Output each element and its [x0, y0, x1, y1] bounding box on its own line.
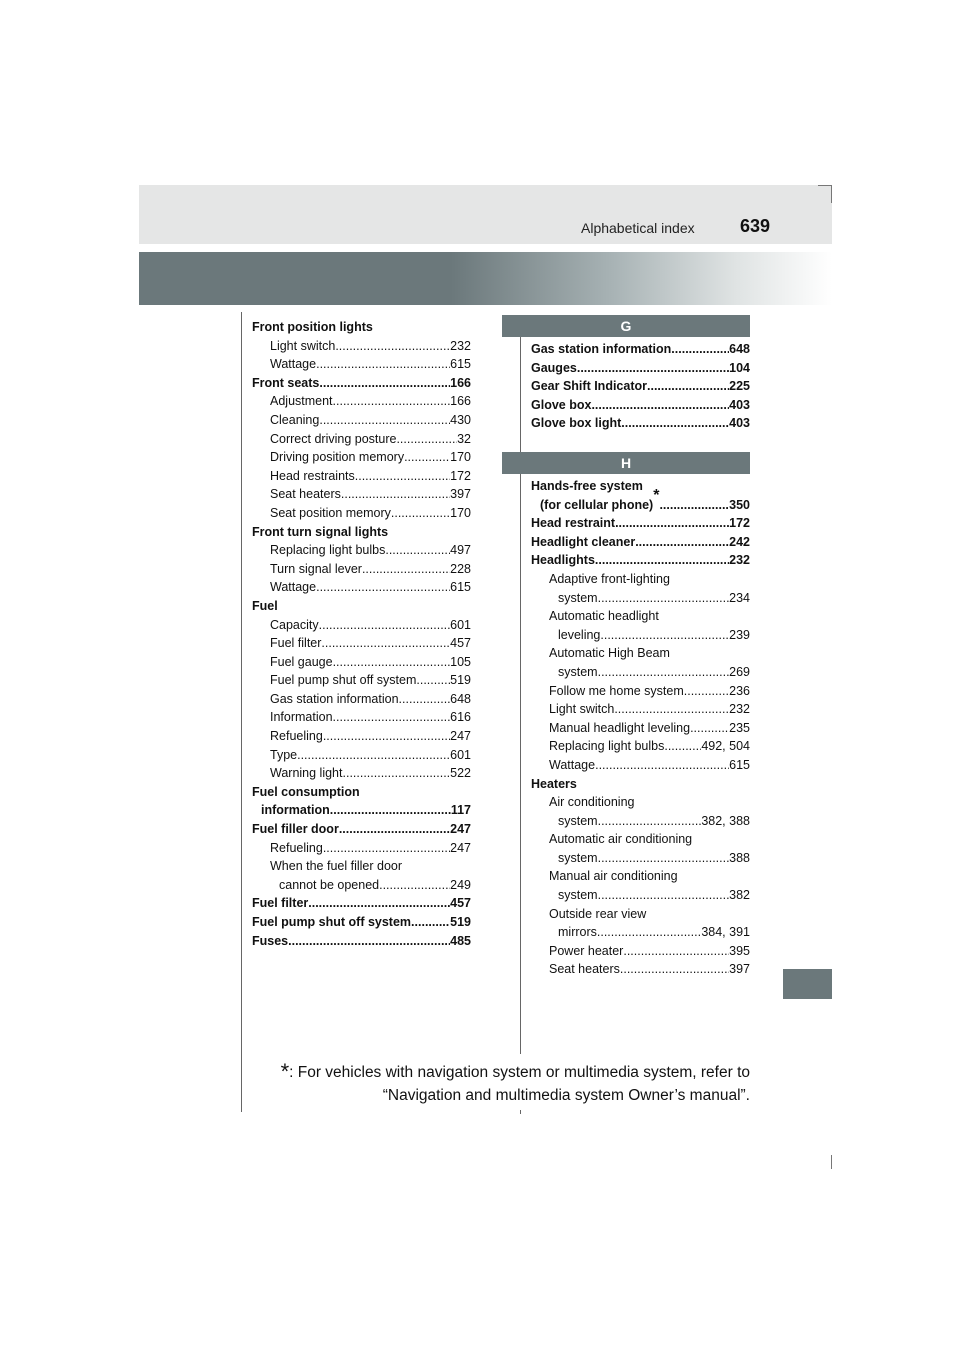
- page-ref: 457: [450, 896, 471, 911]
- index-term: Information: [270, 710, 333, 725]
- index-term: system: [558, 888, 598, 903]
- dot-leader: [399, 690, 451, 709]
- index-entry: [252, 411, 471, 430]
- page-ref: 522: [450, 766, 471, 781]
- crop-mark-corner: [831, 185, 832, 203]
- page-ref: 492, 504: [701, 739, 750, 754]
- index-term: Wattage: [270, 580, 317, 595]
- dot-leader: [671, 340, 729, 359]
- index-entry: [531, 775, 750, 794]
- page-ref: 397: [729, 962, 750, 977]
- index-entry: [252, 746, 471, 765]
- index-entry: [252, 671, 471, 690]
- index-term: Fuel pump shut off system: [252, 915, 412, 929]
- index-entry: [531, 960, 750, 979]
- index-entry: [252, 485, 471, 504]
- index-entry: [252, 839, 471, 858]
- dot-leader: [319, 411, 450, 430]
- dot-leader: [598, 886, 730, 905]
- dot-leader: [684, 682, 729, 701]
- index-term: Driving position memory: [270, 450, 405, 465]
- index-section-g: [531, 340, 750, 433]
- index-entry: [252, 894, 471, 913]
- index-entry: [531, 830, 750, 849]
- page-ref: 249: [450, 877, 471, 892]
- index-term: Seat heaters: [549, 962, 620, 977]
- page-ref: 457: [450, 636, 471, 651]
- index-term: Cleaning: [270, 412, 320, 427]
- index-term: system: [558, 590, 598, 605]
- index-entry: [252, 820, 471, 839]
- page-ref: 234: [729, 590, 750, 605]
- index-entry: [531, 607, 750, 626]
- index-term: Replacing light bulbs: [549, 739, 665, 754]
- index-entry: [531, 644, 750, 663]
- index-entry: [531, 886, 750, 905]
- index-entry: [252, 634, 471, 653]
- index-term: (for cellular phone): [540, 497, 654, 512]
- page-ref: 170: [450, 450, 471, 465]
- index-entry: [252, 318, 471, 337]
- crop-mark-bottom: [831, 1155, 832, 1169]
- page-ref: 247: [450, 729, 471, 744]
- page-ref: 519: [450, 915, 471, 929]
- index-term: Correct driving posture: [270, 431, 397, 446]
- index-term: Adjustment: [270, 394, 333, 409]
- index-entry: [252, 727, 471, 746]
- page-ref: 239: [729, 627, 750, 642]
- index-term: Fuel filler door: [252, 822, 339, 837]
- page-ref: 615: [450, 580, 471, 595]
- index-entry: [531, 477, 750, 496]
- index-entry: [252, 857, 471, 876]
- index-term: system: [558, 850, 598, 865]
- dot-leader: [333, 653, 451, 672]
- index-term: cannot be opened: [279, 877, 380, 892]
- page-ref: 269: [729, 664, 750, 679]
- dot-leader: [623, 942, 729, 961]
- index-entry: [252, 876, 471, 895]
- index-entry: [252, 560, 471, 579]
- page-section-title: Alphabetical index: [581, 220, 695, 236]
- index-section-h: [531, 477, 750, 979]
- dot-leader: [598, 589, 730, 608]
- page-ref: 403: [729, 416, 750, 431]
- page-ref: 601: [450, 617, 471, 632]
- dot-leader: [316, 578, 450, 597]
- index-entry: [252, 616, 471, 635]
- index-term: Headlights: [531, 553, 595, 568]
- index-entry: [531, 812, 750, 831]
- index-entry: [252, 578, 471, 597]
- index-entry: [531, 719, 750, 738]
- dot-leader: [385, 541, 450, 560]
- footnote-line-2: “Navigation and multimedia system Owner’s manual”.: [382, 1087, 750, 1104]
- index-entry: [252, 932, 471, 951]
- page-ref: 648: [450, 691, 471, 706]
- page-ref: 350: [729, 497, 750, 512]
- dot-leader: [323, 839, 450, 858]
- index-term: Fuel consumption: [252, 784, 360, 799]
- page-ref: 104: [729, 360, 750, 375]
- dot-leader: [416, 671, 450, 690]
- dot-leader: [391, 504, 450, 523]
- dot-leader: [343, 764, 451, 783]
- index-entry: [252, 355, 471, 374]
- index-entry: [252, 523, 471, 542]
- index-term: Wattage: [549, 757, 596, 772]
- dot-leader: [598, 849, 730, 868]
- page-ref: 616: [450, 710, 471, 725]
- index-entry: [531, 942, 750, 961]
- dot-leader: [621, 414, 729, 433]
- index-term: Power heater: [549, 943, 624, 958]
- page-ref: 242: [729, 534, 750, 549]
- index-term: Front turn signal lights: [252, 524, 389, 539]
- index-entry: [252, 653, 471, 672]
- index-term: system: [558, 813, 598, 828]
- page-ref: 32: [457, 431, 471, 446]
- index-term: Gas station information: [270, 691, 399, 706]
- page-ref: 247: [450, 822, 471, 837]
- dot-leader: [595, 756, 729, 775]
- index-term: Manual headlight leveling: [549, 720, 691, 735]
- page-ref: 232: [729, 702, 750, 717]
- page-ref: 485: [450, 933, 471, 948]
- index-entry: [252, 467, 471, 486]
- page-ref: 166: [450, 394, 471, 409]
- page-ref: 172: [729, 516, 750, 531]
- page-ref: 388: [729, 850, 750, 865]
- index-entry: [531, 359, 750, 378]
- index-term: Fuel: [252, 598, 278, 613]
- dot-leader: [355, 467, 450, 486]
- page-ref: 170: [450, 505, 471, 520]
- index-entry: [531, 737, 750, 756]
- footnote-line-1: : For vehicles with navigation system or multimedia system, refer to: [289, 1064, 750, 1081]
- page-ref: 615: [450, 357, 471, 372]
- index-entry: [252, 801, 471, 820]
- index-entry: [252, 504, 471, 523]
- index-term: Glove box light: [531, 416, 622, 431]
- index-term: Fuel gauge: [270, 654, 333, 669]
- dot-leader: [635, 533, 729, 552]
- dot-leader: [297, 746, 450, 765]
- index-entry: [531, 682, 750, 701]
- index-term: Headlight cleaner: [531, 534, 636, 549]
- dot-leader: [614, 700, 729, 719]
- page-ref: 397: [450, 487, 471, 502]
- index-entry: [531, 551, 750, 570]
- index-term: system: [558, 664, 598, 679]
- index-term: Gear Shift Indicator: [531, 379, 647, 394]
- section-header-g: G: [502, 315, 750, 337]
- column-divider-tick: [520, 1110, 521, 1114]
- page-ref: 648: [729, 342, 750, 356]
- dot-leader: [288, 932, 450, 951]
- index-term: Fuses: [252, 933, 289, 948]
- dot-leader: [595, 551, 729, 570]
- index-term: Refueling: [270, 840, 323, 855]
- section-header-h: H: [502, 452, 750, 474]
- page-ref: 519: [450, 673, 471, 688]
- dot-leader: [690, 719, 729, 738]
- index-term: Hands-free system: [531, 479, 643, 493]
- index-entry: [252, 430, 471, 449]
- index-term: Air conditioning: [549, 795, 635, 810]
- index-term: Type: [270, 747, 298, 762]
- dot-leader: [321, 634, 450, 653]
- index-entry: [531, 849, 750, 868]
- index-term: Glove box: [531, 397, 592, 412]
- dot-leader: [379, 876, 450, 895]
- dot-leader: [335, 337, 450, 356]
- page-ref: 235: [729, 720, 750, 735]
- page-ref: 117: [450, 803, 471, 818]
- index-term: Light switch: [549, 702, 615, 717]
- dot-leader: [333, 708, 451, 727]
- index-entry: [531, 626, 750, 645]
- dot-leader: [600, 626, 729, 645]
- page-ref: 395: [729, 943, 750, 958]
- page-ref: 384, 391: [701, 925, 750, 940]
- index-term: Fuel filter: [252, 896, 309, 911]
- chapter-side-tab: [783, 969, 832, 999]
- page-ref: 403: [729, 397, 750, 412]
- dot-leader: [330, 801, 451, 820]
- index-term: Seat heaters: [270, 487, 341, 502]
- page-ref: 166: [450, 375, 471, 390]
- dot-leader: [316, 355, 450, 374]
- index-term: Seat position memory: [270, 505, 391, 520]
- dot-leader: [333, 392, 451, 411]
- index-term: information: [261, 803, 330, 818]
- page-ref: 601: [450, 747, 471, 762]
- index-term: Manual air conditioning: [549, 869, 678, 884]
- index-entry: [252, 337, 471, 356]
- dot-leader: [404, 448, 450, 467]
- index-entry: [531, 340, 750, 359]
- index-entry: [252, 708, 471, 727]
- page-ref: 497: [450, 543, 471, 558]
- page-number: 639: [740, 216, 771, 236]
- index-entry: [531, 570, 750, 589]
- footnote-star: *: [653, 486, 660, 504]
- page-ref: 247: [450, 840, 471, 855]
- dot-leader: [598, 663, 730, 682]
- index-entry: [531, 756, 750, 775]
- dot-leader: [411, 913, 450, 932]
- dot-leader: [598, 812, 702, 831]
- page-ref: 430: [450, 412, 471, 427]
- dot-leader: [308, 894, 450, 913]
- index-term: Automatic High Beam: [549, 646, 670, 661]
- page-ref: 225: [729, 379, 750, 394]
- dot-leader: [341, 485, 450, 504]
- index-entry: [252, 690, 471, 709]
- index-entry: [531, 923, 750, 942]
- index-entry: [531, 663, 750, 682]
- index-entry: [252, 783, 471, 802]
- dot-leader: [323, 727, 450, 746]
- dot-leader: [319, 374, 450, 393]
- dot-leader: [362, 560, 450, 579]
- index-term: Adaptive front-lighting: [549, 571, 670, 586]
- page-ref: 382: [729, 888, 750, 903]
- dot-leader: [647, 377, 729, 396]
- index-column-left: [252, 318, 471, 950]
- index-term: mirrors: [558, 925, 597, 940]
- header-gradient-band: [139, 252, 832, 305]
- index-term: Front seats: [252, 375, 320, 390]
- index-term: Fuel pump shut off system: [270, 673, 417, 688]
- index-term: Refueling: [270, 729, 323, 744]
- index-term: Head restraint: [531, 516, 616, 531]
- dot-leader: [664, 737, 701, 756]
- index-entry: [252, 764, 471, 783]
- index-term: Automatic air conditioning: [549, 832, 693, 847]
- index-term: Outside rear view: [549, 906, 647, 921]
- index-term: Fuel filter: [270, 636, 322, 651]
- index-entry: [252, 448, 471, 467]
- footnote: [280, 1060, 750, 1107]
- page-ref: 232: [450, 338, 471, 353]
- left-margin-rule: [241, 312, 242, 1112]
- dot-leader: [577, 359, 729, 378]
- index-entry: [252, 392, 471, 411]
- index-term: Gauges: [531, 360, 577, 375]
- index-term: When the fuel filler door: [270, 859, 403, 874]
- page-ref: 236: [729, 683, 750, 698]
- dot-leader: [659, 496, 729, 515]
- footnote-star: *: [280, 1059, 290, 1084]
- dot-leader: [396, 430, 457, 449]
- index-term: Capacity: [270, 617, 319, 632]
- index-entry: [531, 396, 750, 415]
- page-ref: 228: [450, 561, 471, 576]
- index-entry: [252, 597, 471, 616]
- dot-leader: [615, 514, 729, 533]
- index-entry: [531, 589, 750, 608]
- index-term: Turn signal lever: [270, 561, 362, 576]
- dot-leader: [339, 820, 450, 839]
- index-term: Replacing light bulbs: [270, 543, 386, 558]
- page-ref: 382, 388: [701, 813, 750, 828]
- dot-leader: [319, 616, 451, 635]
- page-ref: 172: [450, 468, 471, 483]
- index-entry: [252, 374, 471, 393]
- index-entry: [531, 377, 750, 396]
- index-entry: [531, 700, 750, 719]
- index-entry: [252, 913, 471, 932]
- page-ref: 232: [729, 553, 750, 568]
- index-entry: [531, 514, 750, 533]
- index-term: Heaters: [531, 776, 577, 791]
- dot-leader: [620, 960, 729, 979]
- index-term: Warning light: [270, 766, 343, 781]
- index-entry: [531, 793, 750, 812]
- header-bar: [139, 185, 832, 244]
- index-entry: [531, 414, 750, 433]
- dot-leader: [591, 396, 729, 415]
- crop-mark-top: [818, 185, 832, 186]
- column-divider: [520, 336, 521, 1054]
- index-term: Follow me home system: [549, 683, 684, 698]
- dot-leader: [597, 923, 701, 942]
- index-entry: [252, 541, 471, 560]
- index-term: Light switch: [270, 338, 336, 353]
- index-term: Head restraints: [270, 468, 355, 483]
- index-term: Automatic headlight: [549, 609, 659, 624]
- index-term: leveling: [558, 627, 601, 642]
- index-term: Gas station information: [531, 342, 672, 356]
- page-ref: 615: [729, 757, 750, 772]
- index-term: Wattage: [270, 357, 317, 372]
- index-entry: [531, 905, 750, 924]
- page-ref: 105: [450, 654, 471, 669]
- index-entry: [531, 533, 750, 552]
- index-term: Front position lights: [252, 320, 373, 334]
- index-entry: [531, 867, 750, 886]
